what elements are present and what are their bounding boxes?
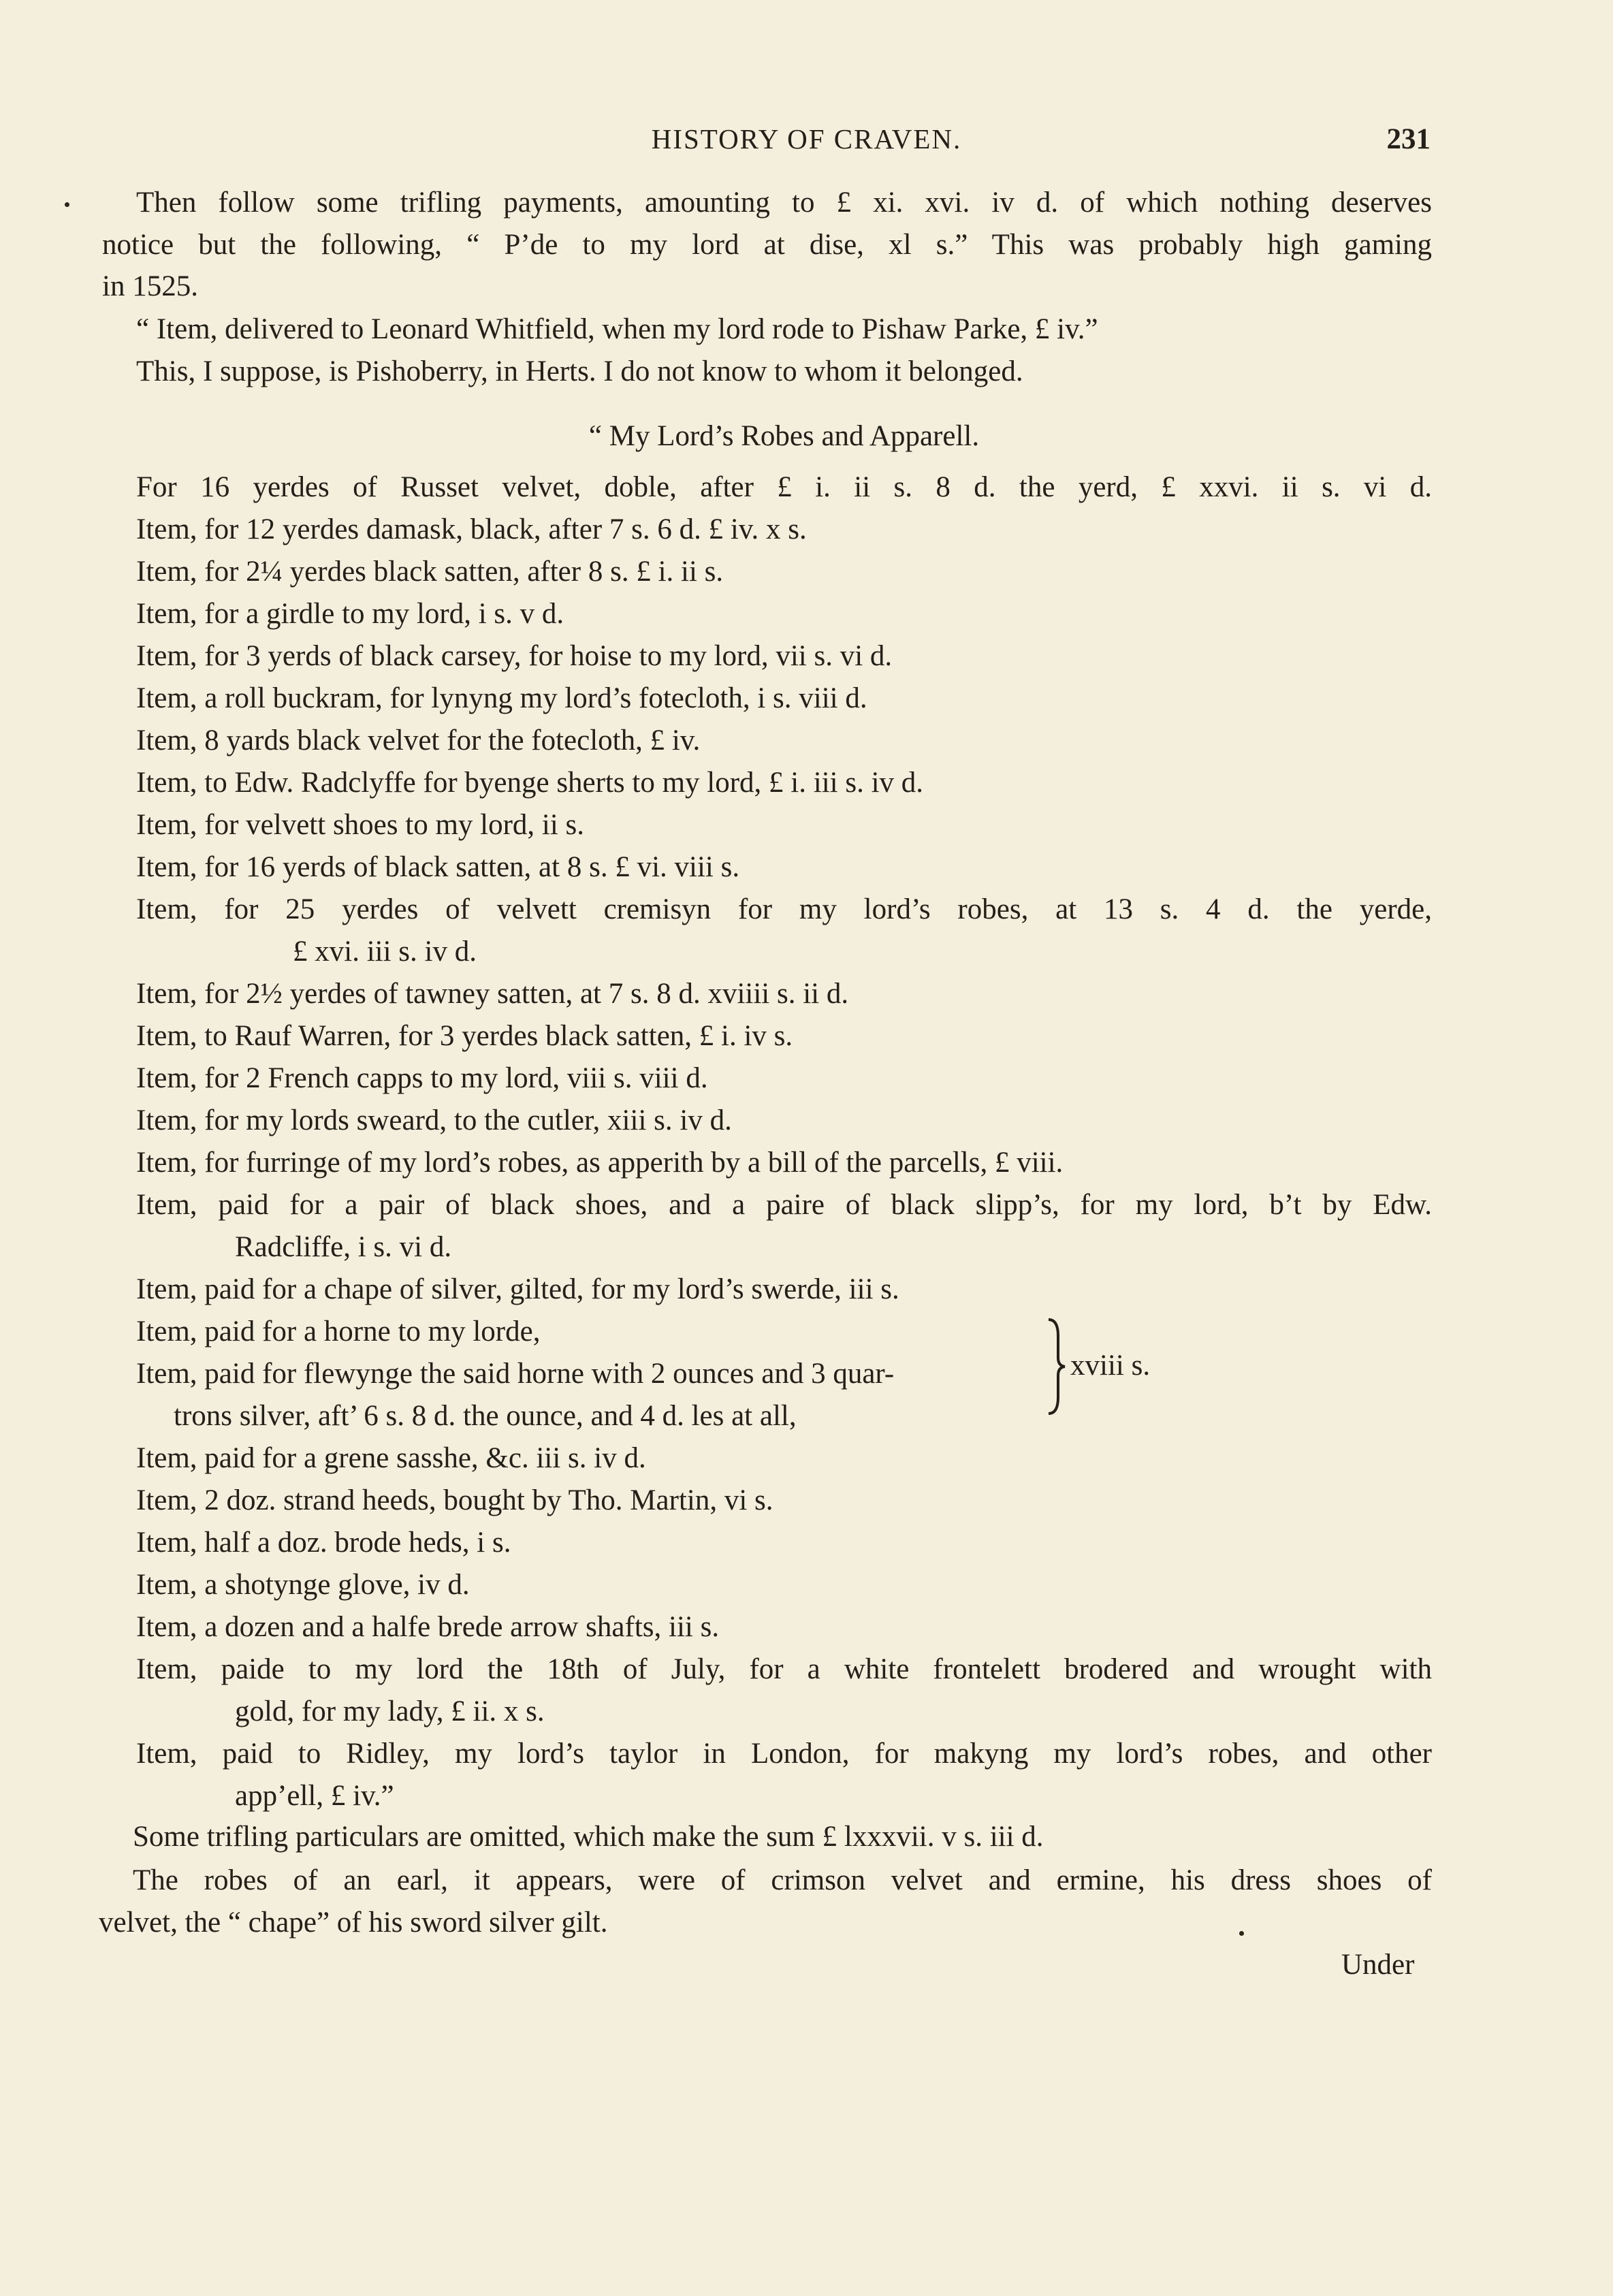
text-line: Item, for 2½ yerdes of tawney satten, at 7 s. 8 d. xviiii s. ii d.: [136, 978, 849, 1010]
text-line: Item, paid for flewynge the said horne with 2 ounces and 3 quar-: [136, 1358, 895, 1390]
text-line: Item, paid for a chape of silver, gilted, for my lord’s swerde, iii s.: [136, 1273, 899, 1305]
text-line: Item, 8 yards black velvet for the fotecloth, £ iv.: [136, 724, 701, 756]
text-line: Item, for my lords sweard, to the cutler, xiii s. iv d.: [136, 1104, 732, 1136]
running-title: HISTORY OF CRAVEN.: [651, 123, 962, 155]
text-line: Item, paid for a pair of black shoes, and a paire of black slipp’s, for my lord, b’t by Edw.: [136, 1189, 1432, 1221]
text-line: Item, for 12 yerdes damask, black, after 7 s. 6 d. £ iv. x s.: [136, 513, 807, 545]
text-line: Item, for 25 yerdes of velvett cremisyn for my lord’s robes, at 13 s. 4 d. the yerde,: [136, 893, 1432, 925]
text-line: Then follow some trifling payments, amounting to £ xi. xvi. iv d. of which nothing deserves: [136, 187, 1432, 219]
text-line: Item, for 16 yerds of black satten, at 8 s. £ vi. viii s.: [136, 851, 740, 883]
text-line: Item, for velvett shoes to my lord, ii s.: [136, 809, 585, 841]
running-header: [0, 123, 1613, 163]
text-line: notice but the following, “ P’de to my lord at dise, xl s.” This was probably high gaming: [102, 229, 1432, 261]
catchword: Under: [1341, 1949, 1415, 1981]
text-line: Item, paide to my lord the 18th of July, for a white frontelett brodered and wrought with: [136, 1653, 1432, 1685]
text-line: velvet, the “ chape” of his sword silver gilt.: [99, 1907, 608, 1939]
text-line: The robes of an earl, it appears, were of crimson velvet and ermine, his dress shoes of: [133, 1864, 1432, 1896]
text-line: Item, paid for a grene sasshe, &c. iii s. iv d.: [136, 1442, 646, 1474]
text-line: “ Item, delivered to Leonard Whitfield, when my lord rode to Pishaw Parke, £ iv.”: [136, 313, 1098, 345]
text-line: Item, for 2¼ yerdes black satten, after 8 s. £ i. ii s.: [136, 556, 724, 588]
text-line: Some trifling particulars are omitted, which make the sum £ lxxxvii. v s. iii d.: [133, 1821, 1044, 1853]
page-speck: [1239, 1931, 1244, 1936]
text-line: app’ell, £ iv.”: [235, 1780, 394, 1812]
text-line: Item, paid for a horne to my lorde,: [136, 1316, 541, 1348]
text-line: Radcliffe, i s. vi d.: [235, 1231, 452, 1263]
text-line: Item, a shotynge glove, iv d.: [136, 1569, 470, 1601]
text-line: Item, for 3 yerds of black carsey, for hoise to my lord, vii s. vi d.: [136, 640, 893, 672]
text-line: This, I suppose, is Pishoberry, in Herts. I do not know to whom it belonged.: [136, 355, 1023, 387]
text-line: Item, a roll buckram, for lynyng my lord’s fotecloth, i s. viii d.: [136, 682, 867, 714]
text-line: Item, for 2 French capps to my lord, viii s. viii d.: [136, 1062, 708, 1094]
text-line: in 1525.: [102, 270, 198, 302]
text-line: Item, 2 doz. strand heeds, bought by Tho. Martin, vi s.: [136, 1484, 773, 1516]
text-line: Item, paid to Ridley, my lord’s taylor in London, for makyng my lord’s robes, and other: [136, 1738, 1432, 1770]
text-line: For 16 yerdes of Russet velvet, doble, after £ i. ii s. 8 d. the yerd, £ xxvi. ii s. vi d.: [136, 471, 1432, 503]
text-line: trons silver, aft’ 6 s. 8 d. the ounce, and 4 d. les at all,: [174, 1400, 797, 1432]
text-line: Item, for a girdle to my lord, i s. v d.: [136, 598, 564, 630]
bracket-total: xviii s.: [1070, 1350, 1151, 1382]
text-line: Item, to Rauf Warren, for 3 yerdes black satten, £ i. iv s.: [136, 1020, 793, 1052]
text-line: Item, a dozen and a halfe brede arrow shafts, iii s.: [136, 1611, 720, 1643]
brace-bracket: [1046, 1316, 1066, 1418]
text-line: Item, for furringe of my lord’s robes, as apperith by a bill of the parcells, £ viii.: [136, 1147, 1064, 1179]
text-line: Item, half a doz. brode heds, i s.: [136, 1527, 511, 1559]
page-speck: [65, 202, 69, 207]
page-number: 231: [1386, 123, 1431, 155]
text-line: Item, to Edw. Radclyffe for byenge sherts to my lord, £ i. iii s. iv d.: [136, 767, 924, 799]
text-line: gold, for my lady, £ ii. x s.: [235, 1695, 545, 1727]
section-heading: “ My Lord’s Robes and Apparell.: [588, 420, 980, 452]
text-line: £ xvi. iii s. iv d.: [293, 936, 477, 968]
